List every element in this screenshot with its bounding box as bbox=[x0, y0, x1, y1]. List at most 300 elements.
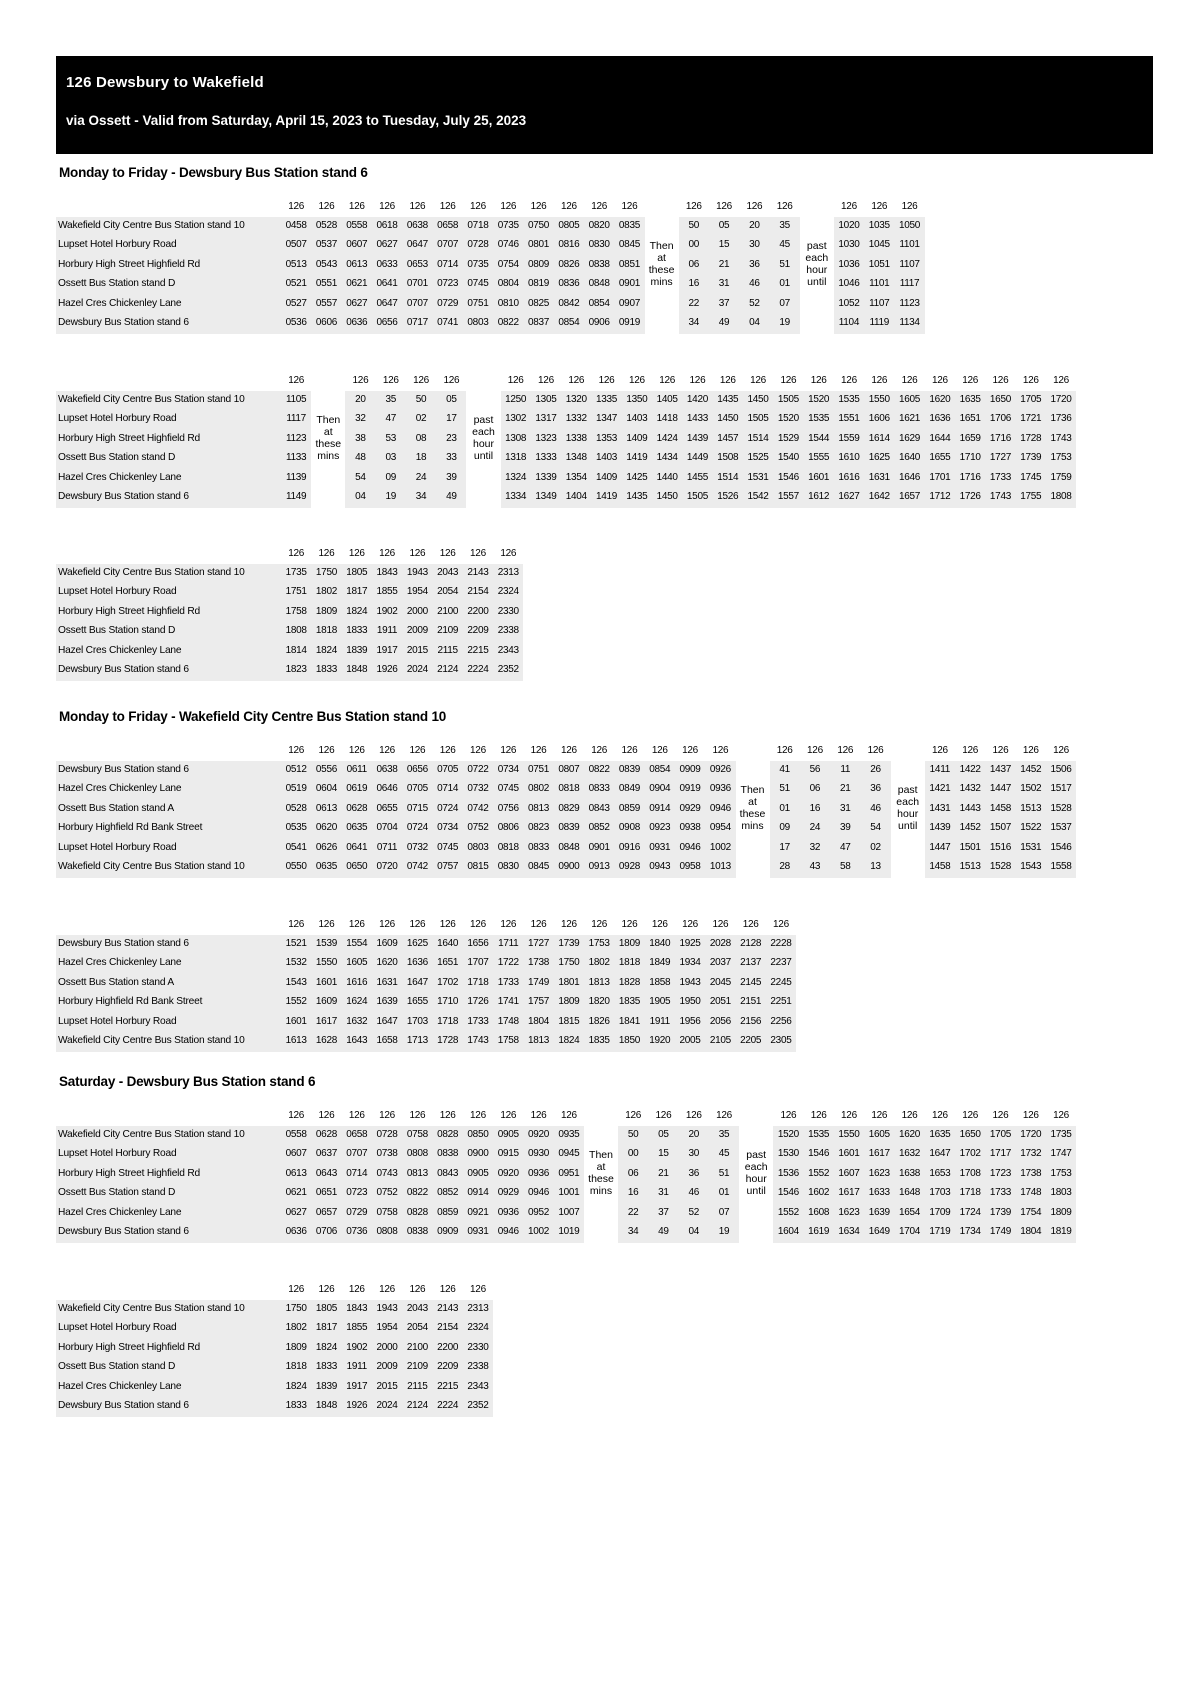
departure-time: 1713 bbox=[406, 1035, 428, 1046]
departure-time: 1954 bbox=[376, 1322, 398, 1333]
timetable-block bbox=[56, 544, 523, 681]
departure-time: 1625 bbox=[406, 937, 428, 949]
stop-name: Hazel Cres Chickenley Lane bbox=[58, 1206, 182, 1218]
departure-time: 08 bbox=[415, 432, 427, 444]
departure-time: 2209 bbox=[467, 625, 489, 636]
route-number: 126 bbox=[379, 745, 395, 756]
departure-time: 1638 bbox=[899, 1167, 921, 1179]
departure-time: 1508 bbox=[717, 452, 739, 463]
departure-time: 0805 bbox=[558, 219, 580, 231]
departure-time: 0923 bbox=[649, 822, 671, 833]
departure-time: 0551 bbox=[315, 278, 337, 289]
departure-time: 1526 bbox=[717, 491, 739, 502]
departure-time: 1722 bbox=[497, 957, 519, 968]
departure-time: 33 bbox=[446, 452, 457, 463]
route-header-row bbox=[56, 371, 1076, 391]
departure-time: 41 bbox=[779, 763, 790, 775]
departure-time: 49 bbox=[718, 317, 730, 328]
stop-name: Horbury Highfield Rd Bank Street bbox=[58, 822, 203, 833]
departure-time: 1950 bbox=[679, 996, 701, 1007]
departure-time: 0914 bbox=[649, 802, 671, 814]
departure-time: 1655 bbox=[929, 452, 951, 463]
route-number: 126 bbox=[712, 919, 729, 930]
stop-name: Ossett Bus Station stand D bbox=[58, 452, 176, 463]
departure-time: 1420 bbox=[686, 393, 708, 405]
stop-name: Ossett Bus Station stand D bbox=[58, 278, 176, 289]
departure-time: 1449 bbox=[686, 452, 708, 463]
departure-time: 38 bbox=[355, 432, 366, 444]
departure-time: 1659 bbox=[959, 432, 981, 444]
stop-row bbox=[56, 1145, 1076, 1165]
departure-time: 0641 bbox=[376, 278, 398, 289]
stop-row bbox=[56, 583, 523, 603]
departure-time: 1710 bbox=[437, 996, 459, 1007]
departure-time: 45 bbox=[779, 239, 790, 250]
departure-time: 0752 bbox=[376, 1187, 398, 1198]
departure-time: 1802 bbox=[285, 1322, 307, 1333]
departure-time: 0850 bbox=[467, 1128, 489, 1140]
departure-time: 0756 bbox=[497, 802, 519, 814]
departure-time: 2200 bbox=[437, 1341, 459, 1353]
departure-time: 0729 bbox=[437, 297, 459, 309]
departure-time: 2143 bbox=[437, 1302, 459, 1314]
departure-time: 1505 bbox=[686, 491, 708, 502]
departure-time: 1612 bbox=[808, 491, 830, 502]
departure-time: 0729 bbox=[346, 1206, 368, 1218]
departure-time: 1943 bbox=[406, 566, 428, 578]
departure-time: 0926 bbox=[709, 763, 731, 775]
route-number: 126 bbox=[621, 201, 638, 212]
route-number: 126 bbox=[712, 745, 729, 756]
departure-time: 1324 bbox=[505, 471, 527, 483]
departure-time: 1608 bbox=[808, 1206, 830, 1218]
stop-name: Hazel Cres Chickenley Lane bbox=[58, 297, 182, 309]
then-at-these-mins-note: Then at these mins bbox=[648, 239, 675, 288]
route-number: 126 bbox=[992, 375, 1009, 386]
departure-time: 1450 bbox=[717, 413, 739, 424]
departure-time: 1535 bbox=[808, 1128, 830, 1140]
departure-time: 1818 bbox=[285, 1361, 307, 1372]
departure-time: 1736 bbox=[1050, 413, 1072, 424]
departure-time: 2054 bbox=[406, 1322, 428, 1333]
departure-time: 0658 bbox=[346, 1128, 368, 1140]
departure-time: 34 bbox=[688, 317, 699, 328]
route-number: 126 bbox=[500, 201, 517, 212]
stop-name: Hazel Cres Chickenley Lane bbox=[58, 783, 182, 794]
route-number: 126 bbox=[867, 745, 884, 756]
route-number: 126 bbox=[780, 1110, 797, 1121]
departure-time: 19 bbox=[385, 491, 396, 502]
departure-time: 2215 bbox=[437, 1380, 459, 1392]
departure-time: 15 bbox=[718, 239, 730, 250]
departure-time: 1317 bbox=[535, 413, 557, 424]
route-number: 126 bbox=[470, 745, 486, 756]
departure-time: 2256 bbox=[770, 1015, 792, 1027]
stop-row bbox=[56, 1126, 1076, 1146]
departure-time: 1620 bbox=[376, 957, 398, 968]
departure-time: 1452 bbox=[1020, 763, 1042, 775]
departure-time: 1620 bbox=[929, 393, 951, 405]
departure-time: 0619 bbox=[346, 783, 368, 794]
route-number: 126 bbox=[288, 1284, 305, 1295]
departure-time: 05 bbox=[658, 1128, 669, 1140]
route-number: 126 bbox=[560, 745, 577, 756]
departure-time: 0707 bbox=[437, 239, 459, 250]
departure-time: 22 bbox=[688, 297, 699, 309]
departure-time: 0820 bbox=[588, 219, 610, 231]
departure-time: 1733 bbox=[989, 1187, 1011, 1198]
stop-name: Wakefield City Centre Bus Station stand 10 bbox=[58, 1302, 245, 1314]
departure-time: 1403 bbox=[596, 452, 618, 463]
route-number: 126 bbox=[318, 919, 335, 930]
departure-time: 1521 bbox=[285, 937, 307, 949]
departure-time: 0627 bbox=[285, 1206, 307, 1218]
departure-time: 1657 bbox=[899, 491, 921, 502]
departure-time: 0852 bbox=[588, 822, 610, 833]
departure-time: 2305 bbox=[770, 1035, 792, 1046]
departure-time: 1639 bbox=[868, 1206, 890, 1218]
departure-time: 0804 bbox=[497, 278, 519, 289]
departure-time: 1824 bbox=[315, 644, 337, 656]
departure-time: 1635 bbox=[929, 1128, 951, 1140]
stop-name: Hazel Cres Chickenley Lane bbox=[58, 1380, 182, 1392]
departure-time: 0636 bbox=[285, 1226, 307, 1237]
departure-time: 0647 bbox=[376, 297, 398, 309]
departure-time: 0723 bbox=[346, 1187, 368, 1198]
departure-time: 1440 bbox=[656, 471, 678, 483]
stop-row bbox=[56, 314, 925, 334]
departure-time: 2024 bbox=[406, 664, 428, 675]
departure-time: 0808 bbox=[376, 1226, 398, 1237]
departure-time: 0620 bbox=[315, 822, 337, 833]
route-number: 126 bbox=[409, 919, 426, 930]
departure-time: 2043 bbox=[437, 566, 459, 578]
departure-time: 1826 bbox=[588, 1015, 610, 1027]
departure-time: 1506 bbox=[1050, 763, 1072, 775]
departure-time: 1850 bbox=[618, 1035, 640, 1046]
departure-time: 1439 bbox=[929, 822, 951, 833]
departure-time: 0946 bbox=[497, 1226, 519, 1237]
departure-time: 1546 bbox=[808, 1148, 830, 1159]
departure-time: 1425 bbox=[626, 471, 648, 483]
departure-time: 1728 bbox=[437, 1035, 459, 1046]
departure-time: 51 bbox=[718, 1167, 730, 1179]
departure-time: 0919 bbox=[618, 317, 640, 328]
departure-time: 1817 bbox=[315, 1322, 337, 1333]
route-number: 126 bbox=[439, 1284, 456, 1295]
route-number: 126 bbox=[348, 548, 365, 559]
departure-time: 0628 bbox=[346, 802, 368, 814]
departure-time: 1051 bbox=[868, 258, 890, 270]
departure-time: 2100 bbox=[437, 605, 459, 617]
departure-time: 1550 bbox=[868, 393, 890, 405]
route-number: 126 bbox=[841, 1110, 857, 1121]
stop-name: Lupset Hotel Horbury Road bbox=[58, 413, 177, 424]
departure-time: 1802 bbox=[588, 957, 610, 968]
route-number: 126 bbox=[837, 745, 854, 756]
departure-time: 0825 bbox=[528, 297, 550, 309]
departure-time: 00 bbox=[627, 1148, 639, 1159]
departure-time: 0838 bbox=[437, 1148, 459, 1159]
departure-time: 1535 bbox=[838, 393, 860, 405]
departure-time: 1551 bbox=[838, 413, 860, 424]
departure-time: 1019 bbox=[558, 1226, 580, 1237]
departure-time: 1636 bbox=[929, 413, 951, 424]
departure-time: 1559 bbox=[838, 432, 860, 444]
departure-time: 0707 bbox=[406, 297, 428, 309]
departure-time: 0613 bbox=[285, 1167, 307, 1179]
departure-time: 1858 bbox=[649, 976, 671, 988]
departure-time: 1543 bbox=[1020, 861, 1042, 872]
route-number: 126 bbox=[352, 375, 369, 386]
departure-time: 22 bbox=[627, 1206, 639, 1218]
departure-time: 0921 bbox=[467, 1206, 489, 1218]
route-number: 126 bbox=[901, 1110, 918, 1121]
departure-time: 2313 bbox=[467, 1302, 489, 1314]
route-number: 126 bbox=[409, 201, 426, 212]
departure-time: 1046 bbox=[838, 278, 860, 289]
stop-name: Hazel Cres Chickenley Lane bbox=[58, 957, 182, 968]
departure-time: 0741 bbox=[437, 317, 459, 328]
departure-time: 1739 bbox=[1020, 452, 1042, 463]
departure-time: 1419 bbox=[626, 452, 648, 463]
departure-time: 1839 bbox=[346, 644, 368, 656]
route-number: 126 bbox=[598, 375, 615, 386]
departure-time: 2009 bbox=[376, 1361, 398, 1372]
past-each-hour-until-note: past each hour until bbox=[472, 413, 495, 462]
departure-time: 1809 bbox=[558, 996, 580, 1007]
departure-time: 1525 bbox=[747, 452, 769, 463]
departure-time: 0851 bbox=[618, 258, 640, 270]
departure-time: 39 bbox=[446, 471, 457, 483]
departure-time: 1250 bbox=[505, 393, 527, 405]
stop-name: Wakefield City Centre Bus Station stand 10 bbox=[58, 219, 245, 231]
route-number: 126 bbox=[318, 548, 335, 559]
departure-time: 1701 bbox=[929, 471, 951, 483]
departure-time: 0835 bbox=[618, 219, 640, 231]
route-number: 126 bbox=[780, 375, 797, 386]
departure-time: 1902 bbox=[346, 1341, 368, 1353]
departure-time: 1642 bbox=[868, 491, 890, 502]
departure-time: 0901 bbox=[588, 841, 610, 853]
departure-time: 13 bbox=[870, 861, 881, 872]
departure-time: 0818 bbox=[497, 841, 519, 853]
departure-time: 11 bbox=[840, 763, 851, 775]
departure-time: 0704 bbox=[376, 822, 398, 833]
departure-time: 1535 bbox=[808, 413, 830, 424]
departure-time: 0745 bbox=[497, 783, 519, 794]
stop-name: Ossett Bus Station stand D bbox=[58, 1361, 176, 1372]
route-number: 126 bbox=[901, 201, 918, 212]
departure-time: 1450 bbox=[747, 393, 769, 405]
departure-time: 0743 bbox=[376, 1167, 398, 1179]
departure-time: 2045 bbox=[709, 976, 731, 988]
departure-time: 0839 bbox=[558, 822, 580, 833]
stop-name: Lupset Hotel Horbury Road bbox=[58, 1322, 177, 1333]
departure-time: 0852 bbox=[437, 1187, 459, 1198]
departure-time: 0931 bbox=[467, 1226, 489, 1237]
departure-time: 0643 bbox=[315, 1167, 337, 1179]
departure-time: 1708 bbox=[959, 1167, 981, 1179]
departure-time: 0815 bbox=[467, 861, 489, 872]
stop-name: Wakefield City Centre Bus Station stand 10 bbox=[58, 1035, 245, 1046]
departure-time: 0833 bbox=[528, 841, 550, 853]
departure-time: 07 bbox=[779, 297, 790, 309]
departure-time: 1647 bbox=[929, 1148, 951, 1159]
departure-time: 1754 bbox=[1020, 1206, 1042, 1218]
departure-time: 1817 bbox=[346, 586, 368, 597]
departure-time: 1833 bbox=[315, 1361, 337, 1372]
departure-time: 2338 bbox=[497, 625, 519, 636]
stop-row bbox=[56, 256, 925, 276]
departure-time: 1814 bbox=[285, 644, 307, 656]
departure-time: 1550 bbox=[315, 957, 337, 968]
departure-time: 2224 bbox=[467, 664, 489, 675]
departure-time: 1543 bbox=[285, 976, 307, 988]
departure-time: 0904 bbox=[649, 783, 671, 794]
departure-time: 0808 bbox=[406, 1148, 428, 1159]
departure-time: 0658 bbox=[437, 219, 459, 231]
departure-time: 0802 bbox=[528, 783, 550, 794]
departure-time: 2352 bbox=[497, 664, 519, 675]
departure-time: 1531 bbox=[747, 471, 769, 483]
stop-row bbox=[56, 993, 796, 1013]
stop-row bbox=[56, 1319, 493, 1339]
departure-time: 18 bbox=[415, 452, 427, 463]
departure-time: 1739 bbox=[558, 937, 580, 949]
departure-time: 0801 bbox=[528, 239, 550, 250]
departure-time: 31 bbox=[839, 802, 851, 814]
departure-time: 1707 bbox=[467, 957, 489, 968]
stop-row bbox=[56, 1204, 1076, 1224]
departure-time: 1633 bbox=[868, 1187, 890, 1198]
departure-time: 1537 bbox=[1050, 822, 1072, 833]
departure-time: 1617 bbox=[315, 1015, 337, 1027]
departure-time: 0528 bbox=[285, 802, 307, 814]
route-number: 126 bbox=[409, 548, 426, 559]
departure-time: 07 bbox=[718, 1206, 730, 1218]
departure-time: 1809 bbox=[1050, 1206, 1072, 1218]
departure-time: 0750 bbox=[528, 219, 550, 231]
departure-time: 0746 bbox=[497, 239, 519, 250]
stop-row bbox=[56, 1397, 493, 1417]
departure-time: 0701 bbox=[406, 278, 428, 289]
stop-row bbox=[56, 1223, 1076, 1243]
departure-time: 0528 bbox=[315, 219, 337, 231]
departure-time: 1753 bbox=[1050, 1167, 1072, 1179]
departure-time: 0521 bbox=[285, 278, 307, 289]
departure-time: 1815 bbox=[558, 1015, 580, 1027]
departure-time: 1613 bbox=[285, 1035, 307, 1046]
departure-time: 0900 bbox=[558, 861, 580, 872]
departure-time: 0717 bbox=[406, 317, 428, 328]
departure-time: 1601 bbox=[315, 976, 337, 988]
route-number: 126 bbox=[500, 745, 517, 756]
departure-time: 1753 bbox=[1050, 452, 1072, 463]
departure-time: 0842 bbox=[558, 297, 580, 309]
departure-time: 1718 bbox=[959, 1187, 981, 1198]
departure-time: 1609 bbox=[315, 996, 337, 1007]
departure-time: 1001 bbox=[558, 1187, 580, 1198]
departure-time: 1720 bbox=[1020, 1128, 1042, 1140]
departure-time: 1917 bbox=[346, 1380, 368, 1392]
departure-time: 1532 bbox=[285, 957, 307, 968]
departure-time: 1558 bbox=[1050, 861, 1072, 872]
departure-time: 0935 bbox=[558, 1128, 580, 1140]
route-number: 126 bbox=[288, 375, 305, 386]
departure-time: 0929 bbox=[497, 1187, 519, 1198]
departure-time: 1743 bbox=[467, 1035, 489, 1046]
departure-time: 45 bbox=[718, 1148, 730, 1159]
stop-name: Hazel Cres Chickenley Lane bbox=[58, 644, 182, 656]
departure-time: 1546 bbox=[777, 1187, 799, 1198]
route-number: 126 bbox=[931, 1110, 948, 1121]
departure-time: 0859 bbox=[437, 1206, 459, 1218]
departure-time: 1712 bbox=[929, 491, 951, 502]
departure-time: 2200 bbox=[467, 605, 489, 617]
departure-time: 0946 bbox=[528, 1187, 550, 1198]
departure-time: 1520 bbox=[777, 1128, 799, 1140]
departure-time: 1405 bbox=[656, 393, 678, 405]
departure-time: 1517 bbox=[1050, 783, 1072, 794]
departure-time: 0607 bbox=[346, 239, 368, 250]
departure-time: 1339 bbox=[535, 471, 557, 483]
departure-time: 0946 bbox=[679, 841, 701, 853]
stop-row bbox=[56, 839, 1076, 859]
stop-row bbox=[56, 642, 523, 662]
departure-time: 1117 bbox=[286, 413, 306, 424]
route-number: 126 bbox=[500, 919, 517, 930]
departure-time: 0537 bbox=[315, 239, 337, 250]
departure-time: 1536 bbox=[777, 1167, 799, 1179]
departure-time: 37 bbox=[718, 297, 730, 309]
departure-time: 0641 bbox=[346, 841, 368, 853]
departure-time: 1620 bbox=[899, 1128, 921, 1140]
departure-time: 0936 bbox=[709, 783, 731, 794]
stop-name: Horbury Highfield Rd Bank Street bbox=[58, 996, 203, 1007]
departure-time: 1956 bbox=[679, 1015, 701, 1027]
departure-time: 0513 bbox=[285, 258, 307, 270]
stop-name: Wakefield City Centre Bus Station stand 10 bbox=[58, 566, 245, 578]
route-number: 126 bbox=[591, 201, 608, 212]
departure-time: 01 bbox=[779, 802, 790, 814]
route-number: 126 bbox=[348, 919, 365, 930]
departure-time: 48 bbox=[355, 452, 366, 463]
departure-time: 02 bbox=[415, 413, 427, 424]
route-number: 126 bbox=[470, 201, 486, 212]
departure-time: 0736 bbox=[346, 1226, 368, 1237]
departure-time: 0958 bbox=[679, 861, 701, 872]
departure-time: 1805 bbox=[346, 566, 368, 578]
departure-time: 0618 bbox=[376, 219, 398, 231]
route-number: 126 bbox=[750, 375, 766, 386]
route-number: 126 bbox=[871, 375, 888, 386]
departure-time: 2237 bbox=[770, 957, 792, 968]
stop-name: Dewsbury Bus Station stand 6 bbox=[58, 491, 189, 502]
departure-time: 1835 bbox=[588, 1035, 610, 1046]
route-header-row bbox=[56, 1280, 493, 1300]
departure-time: 0838 bbox=[406, 1226, 428, 1237]
departure-time: 0627 bbox=[346, 297, 368, 309]
departure-time: 1447 bbox=[989, 783, 1011, 794]
departure-time: 1848 bbox=[315, 1400, 337, 1411]
stop-name: Lupset Hotel Horbury Road bbox=[58, 239, 177, 250]
departure-time: 1458 bbox=[929, 861, 951, 872]
route-header-row bbox=[56, 915, 796, 935]
route-number: 126 bbox=[318, 1284, 335, 1295]
departure-time: 0720 bbox=[376, 861, 398, 872]
stop-name: Wakefield City Centre Bus Station stand 10 bbox=[58, 393, 245, 405]
